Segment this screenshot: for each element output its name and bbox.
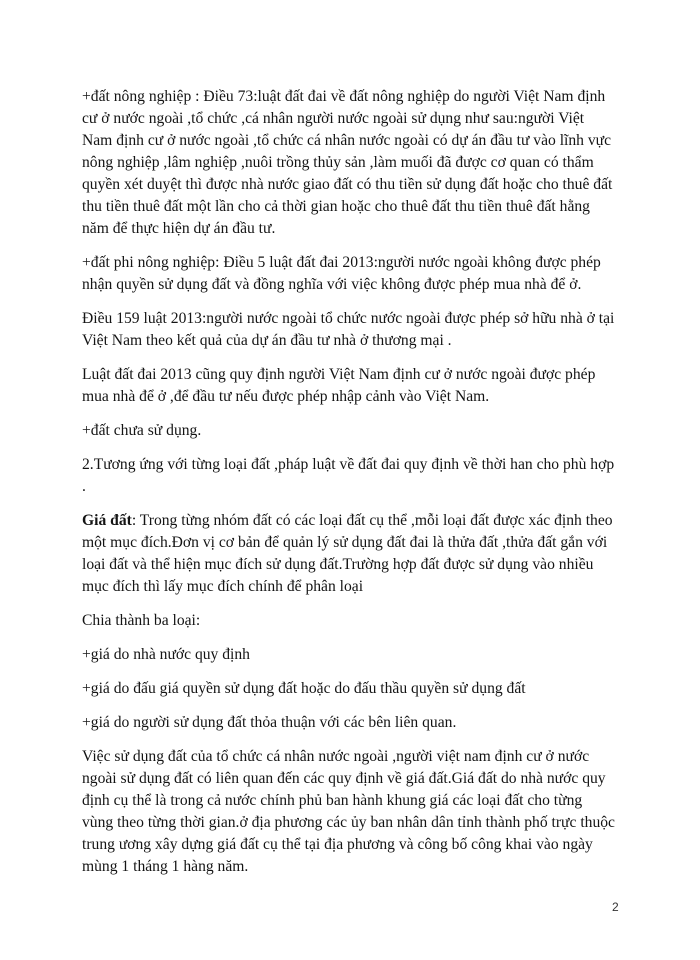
paragraph-land-price (82, 510, 617, 598)
paragraph-agricultural-land: +đất nông nghiệp : Điều 73:luật đất đai về đất nông nghiệp do người Việt Nam định cư ở nước ngoài ,tổ chức ,cá nhân người nước ngoài sử dụng như sau:người Việt Nam định cư ở nước ngoài ,tổ chức cá nhân nước ngoài có dự án đầu tư vào lĩnh vực nông nghiệp ,lâm nghiệp ,nuôi trồng thủy sản ,làm muối đã được cơ quan có thẩm quyền xét duyệt thì được nhà nước giao đất có thu tiền sử dụng đất hoặc cho thuê đất thu tiền thuê đất một lần cho cả thời gian hoặc cho thuê đất thu tiền thuê đất hằng năm để thực hiện dự án đầu tư. (82, 88, 613, 237)
list-item-agreed-price: +giá do người sử dụng đất thỏa thuận với các bên liên quan. (82, 714, 457, 731)
land-price-text: : Trong từng nhóm đất có các loại đất cụ thể ,mỗi loại đất được xác định theo một mục đích.Đơn vị cơ bản để quản lý sử dụng đất đai là thửa đất ,thửa đất gắn với loại đất và thể hiện mục đích sử dụng đất.Trường hợp đất được sử dụng vào nhiều mục đích thì lấy mục đích chính để phân loại (82, 512, 613, 595)
document-body (82, 86, 617, 890)
list-item-auction-price: +giá do đấu giá quyền sử dụng đất hoặc do đấu thầu quyền sử dụng đất (82, 680, 526, 697)
paragraph-foreign-land-use: Việc sử dụng đất của tổ chức cá nhân nước ngoài ,người việt nam định cư ở nước ngoài sử dụng đất có liên quan đến các quy định về giá đất.Giá đất do nhà nước quy định cụ thể là trong cả nước chính phủ ban hành khung giá các loại đất cho từng vùng theo từng thời gian.ở địa phương các ủy ban nhân dân tỉnh thành phố trực thuộc trung ương xây dựng giá đất cụ thể tại địa phương và công bố công khai vào ngày mùng 1 tháng 1 hàng năm. (82, 748, 615, 875)
paragraph-article-159: Điều 159 luật 2013:người nước ngoài tổ chức nước ngoài được phép sở hữu nhà ở tại Việt Nam theo kết quả của dự án đầu tư nhà ở thương mại . (82, 310, 615, 349)
paragraph-non-agricultural-land: +đất phi nông nghiệp: Điều 5 luật đất đai 2013:người nước ngoài không được phép nhận quyền sử dụng đất và đồng nghĩa với việc không được phép mua nhà để ở. (82, 254, 601, 293)
list-item-state-price: +giá do nhà nước quy định (82, 646, 250, 663)
page-number: 2 (612, 900, 619, 914)
paragraph-land-duration: 2.Tương ứng với từng loại đất ,pháp luật về đất đai quy định về thời han cho phù hợp . (82, 456, 615, 495)
paragraph-land-law-2013: Luật đất đai 2013 cũng quy định người Việt Nam định cư ở nước ngoài được phép mua nhà để ở ,để đầu tư nếu được phép nhập cảnh vào Việt Nam. (82, 366, 596, 405)
paragraph-unused-land: +đất chưa sử dụng. (82, 422, 202, 439)
paragraph-three-types: Chia thành ba loại: (82, 612, 201, 629)
land-price-label: Giá đất (82, 512, 132, 529)
